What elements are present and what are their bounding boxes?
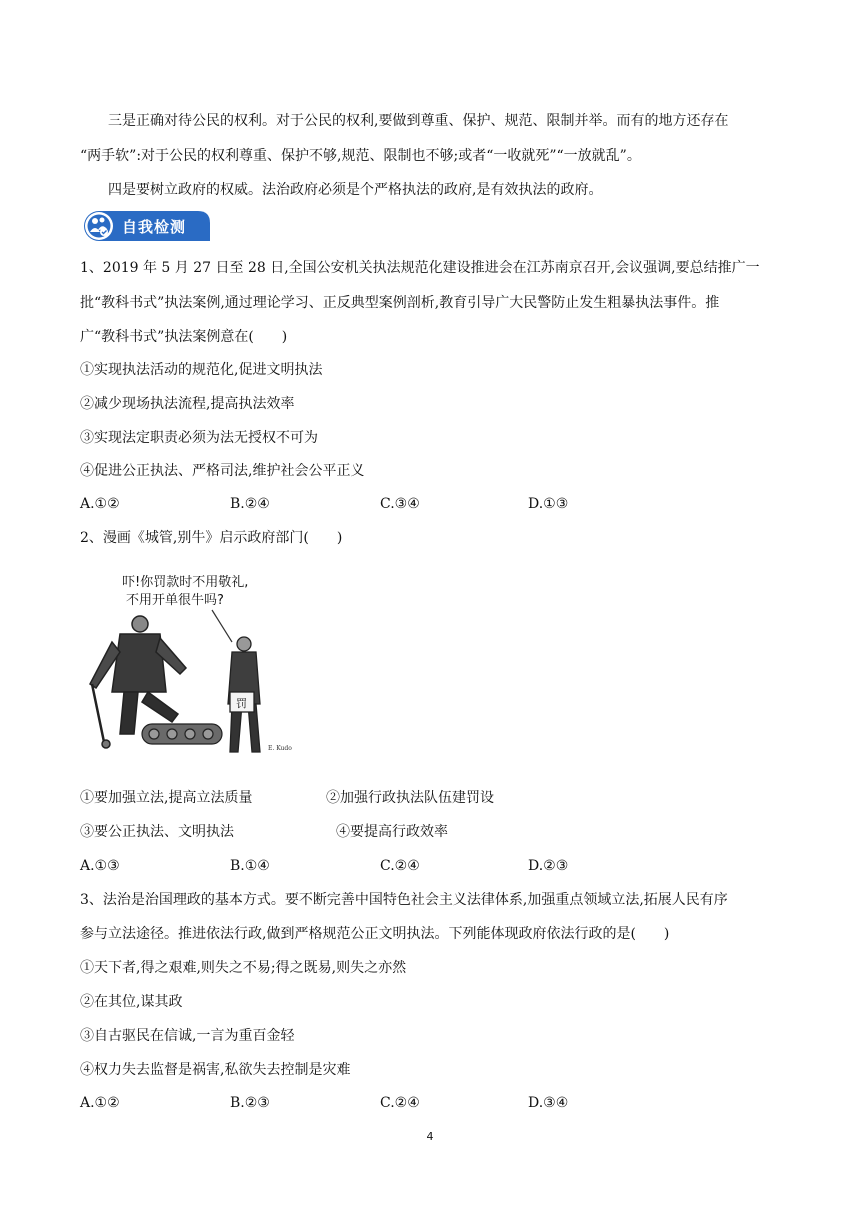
q1-option-c[interactable]: C.③④ (380, 496, 420, 512)
q3-options (80, 1093, 640, 1113)
q2-item: ①要加强立法,提高立法质量 (80, 790, 253, 806)
q1-options (80, 494, 640, 514)
q1-stem-line-2: 批“教科书式”执法案例,通过理论学习、正反典型案例剖析,教育引导广大民警防止发生粗暴执法事件。推 (80, 295, 720, 311)
cartoon-signature: E. Kudo (268, 745, 292, 752)
q1-option-a[interactable]: A.①② (80, 496, 120, 512)
q2-options (80, 856, 640, 876)
q1-item: ②减少现场执法流程,提高执法效率 (80, 396, 295, 412)
speech-line-2: 不用开单很牛吗? (126, 593, 224, 608)
tank-tread (142, 724, 222, 744)
page-number: 4 (426, 1130, 434, 1143)
q2-option-b[interactable]: B.①④ (230, 858, 270, 874)
q3-item: ①天下者,得之艰难,则失之不易;得之既易,则失之亦然 (80, 960, 407, 976)
q3-item: ④权力失去监督是祸害,私欲失去控制是灾难 (80, 1062, 351, 1078)
q1-stem-line-1: 1、2019 年 5 月 27 日至 28 日,全国公安机关执法规范化建设推进会在江苏南京召开,会议强调,要总结推广一 (80, 260, 760, 276)
speech-line-1: 吓!你罚款时不用敬礼, (122, 575, 249, 590)
paragraph-4: 四是要树立政府的权威。法治政府必须是个严格执法的政府,是有效执法的政府。 (108, 182, 603, 198)
q2-item: ③要公正执法、文明执法 (80, 824, 234, 840)
q3-option-d[interactable]: D.③④ (528, 1095, 569, 1111)
q2-items-row-1 (80, 788, 680, 808)
paragraph-3-line-1: 三是正确对待公民的权利。对于公民的权利,要做到尊重、保护、规范、限制并举。而有的地方还存在 (108, 113, 729, 129)
q2-stem: 2、漫画《城管,别牛》启示政府部门( ) (80, 530, 343, 546)
q3-stem-line-2: 参与立法途径。推进依法行政,做到严格规范公正文明执法。下列能体现政府依法行政的是( ) (80, 926, 670, 942)
section-badge (82, 209, 212, 243)
q1-stem-line-3: 广“教科书式”执法案例意在( ) (80, 329, 288, 345)
paragraph-3-line-2: “两手软”:对于公民的权利尊重、保护不够,规范、限制也不够;或者“一收就死”“一放就乱”。 (80, 148, 641, 164)
q3-option-c[interactable]: C.②④ (380, 1095, 420, 1111)
q1-item: ④促进公正执法、严格司法,维护社会公平正义 (80, 463, 365, 479)
q3-item: ②在其位,谋其政 (80, 994, 183, 1010)
section-title: 自我检测 (122, 218, 187, 236)
cartoon-image (82, 572, 300, 762)
q2-option-c[interactable]: C.②④ (380, 858, 420, 874)
q1-item: ①实现执法活动的规范化,促进文明执法 (80, 362, 323, 378)
q1-option-b[interactable]: B.②④ (230, 496, 270, 512)
q1-option-d[interactable]: D.①③ (528, 496, 569, 512)
q2-item: ④要提高行政效率 (336, 824, 448, 840)
q1-item: ③实现法定职责必须为法无授权不可为 (80, 430, 318, 446)
q3-item: ③自古驱民在信诚,一言为重百金轻 (80, 1028, 295, 1044)
small-officer-figure (228, 637, 260, 752)
q3-option-b[interactable]: B.②③ (230, 1095, 270, 1111)
ticket-label: 罚 (236, 697, 247, 710)
q3-stem-line-1: 3、法治是治国理政的基本方式。要不断完善中国特色社会主义法律体系,加强重点领域立法,拓展人民有序 (80, 892, 728, 908)
q2-option-a[interactable]: A.①③ (80, 858, 120, 874)
people-check-icon (85, 212, 113, 240)
q2-item: ②加强行政执法队伍建罚设 (326, 790, 494, 806)
q2-items-row-2 (80, 822, 680, 842)
q3-option-a[interactable]: A.①② (80, 1095, 120, 1111)
q2-option-d[interactable]: D.②③ (528, 858, 569, 874)
